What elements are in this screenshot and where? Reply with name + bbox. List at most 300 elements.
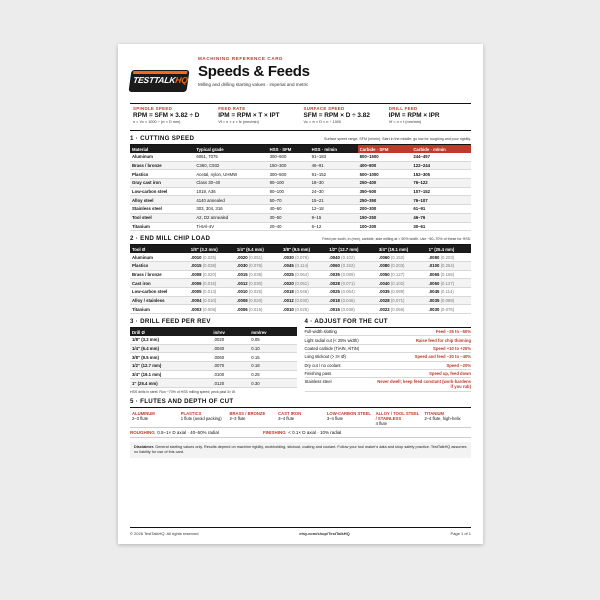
adjust-condition: Stainless steel — [304, 379, 332, 385]
table-cell — [281, 296, 327, 305]
table-cell: 30–50 — [268, 213, 310, 222]
table-cell — [235, 261, 281, 270]
column-header — [281, 245, 327, 253]
adjust-row — [305, 328, 472, 336]
roughing-value: 0.5–1× D axial · 40–50% radial — [157, 429, 219, 435]
table-row — [130, 370, 297, 379]
chip-load-inch: .0020 — [283, 280, 294, 286]
chip-load-inch: .0006 — [236, 306, 248, 312]
formula-label: SURFACE SPEED — [303, 106, 345, 111]
chip-load-inch: .0022 — [378, 306, 390, 312]
table-cell: 15–21 — [310, 196, 358, 205]
logo-stripe — [133, 71, 187, 74]
table-cell: Plastics — [130, 170, 194, 179]
table-cell: 250–350 — [358, 196, 412, 205]
header-inch: 3/4" — [378, 246, 387, 252]
chip-load-inch: .0030 — [428, 306, 440, 312]
chip-load-inch: .0028 — [329, 280, 340, 286]
material-cell: Plastics — [130, 261, 189, 270]
chip-load-mm: (0.102) — [390, 280, 405, 286]
table-row — [130, 287, 471, 296]
table-cell — [327, 270, 377, 279]
table-cell: 122–244 — [411, 161, 471, 170]
card-content — [130, 52, 471, 458]
table-header-row — [130, 328, 297, 336]
adjust-action: Raise feed for chip thinning — [415, 337, 471, 343]
table-cell: .0100 — [211, 370, 249, 379]
chip-load-inch: .0100 — [428, 263, 440, 269]
formula-box — [215, 104, 300, 130]
flute-item — [422, 410, 471, 427]
table-cell — [235, 296, 281, 305]
material-cell: Cast iron — [130, 279, 189, 288]
disclaimer-label: Disclaimer. — [134, 444, 155, 449]
table-cell: 80–100 — [268, 179, 310, 188]
table-row — [130, 253, 471, 261]
adjust-list — [305, 328, 472, 392]
column-header: Carbide · m/min — [411, 145, 471, 153]
logo-part-c: HQ — [174, 75, 189, 85]
flute-count: 4 flute — [375, 420, 388, 426]
table-cell: .0120 — [211, 379, 249, 388]
chip-load-inch: .0028 — [378, 297, 390, 303]
formula-metric: Vf = n × f (mm/min) — [388, 120, 422, 124]
table-row — [130, 179, 471, 188]
table-cell: 9–15 — [310, 213, 358, 222]
adjust-condition: Finishing pass — [304, 371, 332, 377]
section-title: 5 · FLUTES AND DEPTH OF CUT — [130, 397, 234, 405]
chip-load-mm: (0.015) — [248, 306, 263, 312]
card-footer — [130, 527, 471, 536]
table-cell: 0.18 — [249, 362, 296, 371]
chip-load-inch: .0060 — [329, 263, 340, 269]
formula-strip — [130, 103, 471, 131]
table-cell: 200–300 — [358, 205, 412, 214]
chip-load-mm: (0.013) — [202, 289, 217, 295]
table-body — [130, 153, 471, 231]
chip-load-inch: .0040 — [329, 254, 340, 260]
chip-load-mm: (0.089) — [341, 271, 355, 277]
table-cell — [427, 287, 471, 296]
formula-metric: Vf = n × z × fz (mm/min) — [218, 120, 259, 124]
table-cell: 20–40 — [268, 222, 310, 231]
chip-load-inch: .0080 — [378, 263, 390, 269]
formula-label: DRILL FEED — [388, 106, 418, 111]
table-cell: Ti-6Al-4V — [194, 222, 267, 231]
table-cell: 1/4" (6.4 mm) — [130, 344, 211, 353]
chip-load-mm: (0.020) — [248, 297, 263, 303]
chip-load-inch: .0005 — [190, 289, 202, 295]
formula-main: IPM = RPM × T × IPT — [218, 112, 280, 119]
flute-material: TITANIUM — [424, 410, 445, 416]
chip-load-inch: .0025 — [283, 271, 294, 277]
chip-load-mm: (0.127) — [390, 271, 405, 277]
table-cell — [327, 305, 377, 314]
chip-load-inch: .0012 — [236, 280, 248, 286]
column-header: Carbide · SFM — [358, 145, 412, 153]
chip-load-inch: .0018 — [283, 289, 294, 295]
section-chip-load — [130, 235, 471, 245]
table-cell — [377, 287, 427, 296]
formula-box — [386, 104, 471, 130]
table-cell — [281, 305, 327, 314]
table-cell — [327, 261, 377, 270]
table-cell: 61–91 — [411, 205, 471, 214]
table-cell: 0.30 — [249, 379, 296, 388]
flute-item — [227, 410, 276, 427]
adjust-action: Speed −20% — [446, 362, 471, 368]
table-cell: 24–30 — [310, 187, 358, 196]
formula-metric: n = Vc × 1000 ÷ (π × D mm) — [133, 120, 181, 124]
table-header-row — [130, 245, 471, 253]
table-row — [130, 379, 297, 388]
table-cell: 40–60 — [268, 205, 310, 214]
table-row — [130, 205, 471, 214]
header-mm: (9.5 mm) — [292, 246, 310, 252]
header-inch: 1/4" — [236, 246, 245, 252]
table-row — [130, 305, 471, 314]
chip-load-inch: .0035 — [378, 289, 390, 295]
chip-load-inch: .0018 — [329, 297, 340, 303]
table-row — [130, 344, 297, 353]
table-cell: 100–200 — [358, 222, 412, 231]
flute-item — [374, 410, 423, 427]
table-cell — [189, 279, 235, 288]
table-cell: 91–152 — [310, 170, 358, 179]
column-header — [377, 245, 427, 253]
section-adjust — [305, 318, 472, 328]
header-inch: 1/2" — [329, 246, 338, 252]
adjust-condition: Light radial cut (< 25% width) — [304, 337, 359, 343]
table-cell: 3/4" (19.1 mm) — [130, 370, 211, 379]
table-cell: Aluminum — [130, 153, 194, 161]
table-cell: 244–457 — [411, 153, 471, 161]
material-cell: Low-carbon steel — [130, 287, 189, 296]
table-cell: 1018, A36 — [194, 187, 267, 196]
card-subtitle: Milling and drilling starting values · imperial and metric — [198, 82, 309, 87]
drill-feed-column — [130, 314, 297, 394]
formula-label: FEED RATE — [218, 106, 246, 111]
chip-load-mm: (0.025) — [248, 289, 263, 295]
flute-material: ALUMINUM — [132, 410, 155, 416]
column-header: mm/rev — [249, 328, 296, 336]
column-header — [130, 245, 189, 253]
table-cell: 150–250 — [358, 213, 412, 222]
formula-main: SFM = RPM × D ÷ 3.82 — [303, 112, 370, 119]
card-title: Speeds & Feeds — [198, 63, 310, 80]
table-cell — [235, 270, 281, 279]
flute-count: 2–3 flute — [229, 415, 246, 421]
chip-load-mm: (0.152) — [390, 254, 405, 260]
chip-load-inch: .0065 — [428, 271, 440, 277]
flute-count: 1 flute (avoid packing) — [180, 415, 222, 421]
table-row — [130, 270, 471, 279]
card-header — [130, 52, 471, 94]
chip-load-mm: (0.038) — [341, 306, 355, 312]
adjust-condition: Long stickout (> 3× Ø) — [304, 354, 346, 360]
chip-load-mm: (0.089) — [390, 289, 405, 295]
chip-load-inch: .0003 — [190, 306, 202, 312]
section-note: Feed per tooth, in (mm), carbide, side milling at ≈ 50% width. Use ~50–70% of these for HSS. — [322, 237, 471, 242]
adjust-action: Speed up, feed down — [429, 371, 471, 377]
section-drill-feed — [130, 318, 297, 328]
table-row — [130, 296, 471, 305]
chip-load-mm: (0.064) — [295, 271, 309, 277]
chip-load-inch: .0035 — [428, 297, 440, 303]
finishing-value: < 0.1× D axial · 10% radial — [288, 429, 342, 435]
table-cell: .0060 — [211, 353, 249, 362]
card-kicker: MACHINING REFERENCE CARD — [198, 56, 284, 61]
header-inch: 1/8" — [190, 246, 199, 252]
chip-load-mm: (0.076) — [248, 263, 263, 269]
table-cell: 400–800 — [358, 161, 412, 170]
chip-load-mm: (0.114) — [440, 289, 454, 295]
table-row — [130, 213, 471, 222]
flute-material: CAST IRON — [278, 410, 302, 416]
table-cell: 300–600 — [268, 153, 310, 161]
table-row — [130, 153, 471, 161]
chip-load-inch: .0015 — [236, 271, 248, 277]
flute-item — [325, 410, 374, 427]
table-cell: 76–122 — [411, 179, 471, 188]
table-cell — [189, 287, 235, 296]
column-header: HSS · m/min — [310, 145, 358, 153]
material-cell: Aluminum — [130, 253, 189, 261]
chip-load-mm: (0.203) — [390, 263, 405, 269]
table-cell: Stainless steel — [130, 205, 194, 214]
chip-load-inch: .0015 — [190, 263, 202, 269]
chip-load-mm: (0.064) — [341, 289, 355, 295]
chip-load-inch: .0060 — [378, 254, 390, 260]
table-cell: 150–300 — [268, 161, 310, 170]
chip-load-inch: .0050 — [428, 280, 440, 286]
flute-item — [179, 410, 228, 427]
chip-load-inch: .0040 — [378, 280, 390, 286]
chip-load-mm: (0.051) — [295, 280, 309, 286]
adjust-column — [305, 314, 472, 394]
table-cell: C360, C932 — [194, 161, 267, 170]
formula-box — [301, 104, 386, 130]
section-title: 1 · CUTTING SPEED — [130, 135, 195, 142]
table-cell — [235, 305, 281, 314]
table-row — [130, 222, 471, 231]
chip-load-inch: .0008 — [236, 297, 248, 303]
reference-card — [118, 44, 483, 544]
flute-material: ALLOY / TOOL STEEL / STAINLESS — [375, 410, 420, 421]
chip-load-mm: (0.203) — [440, 254, 455, 260]
table-cell — [235, 253, 281, 261]
table-cell: A2, D2 annealed — [194, 213, 267, 222]
cutting-speed-table — [130, 145, 471, 231]
table-cell: 6061, 7075 — [194, 153, 267, 161]
table-row — [130, 161, 471, 170]
drill-feed-table — [130, 328, 297, 388]
chip-load-inch: .0015 — [329, 306, 340, 312]
table-cell — [377, 279, 427, 288]
adjust-row — [305, 336, 472, 344]
chip-load-mm: (0.030) — [248, 280, 263, 286]
chip-load-inch: .0050 — [378, 271, 390, 277]
flute-grid — [130, 410, 471, 428]
chip-load-mm: (0.076) — [440, 306, 455, 312]
chip-load-mm: (0.025) — [295, 306, 309, 312]
table-cell — [189, 270, 235, 279]
material-cell: Titanium — [130, 305, 189, 314]
column-header: Material — [130, 145, 194, 153]
table-cell — [189, 296, 235, 305]
table-cell — [377, 296, 427, 305]
table-cell: .0020 — [211, 336, 249, 344]
column-header: in/rev — [211, 328, 249, 336]
adjust-action: Speed +10 to +20% — [433, 345, 471, 351]
formula-box — [130, 104, 215, 130]
table-cell: 0.25 — [249, 370, 296, 379]
header-mm: (19.1 mm) — [388, 246, 409, 252]
logo-part-b: TALK — [153, 75, 177, 85]
table-cell — [235, 287, 281, 296]
chip-load-mm: (0.165) — [440, 271, 455, 277]
table-cell: 1/8" (3.2 mm) — [130, 336, 211, 344]
table-cell — [427, 261, 471, 270]
chip-load-mm: (0.102) — [341, 254, 355, 260]
table-cell: 3/8" (9.5 mm) — [130, 353, 211, 362]
chip-load-inch: .0010 — [236, 289, 248, 295]
disclaimer-text: General starting values only. Results depend on machine rigidity, workholding, stickout, coating and coolant. Follow your tool maker's data and shop safety practice. TestTalkHQ assumes no liability for use of this card. — [134, 444, 467, 455]
formula-main: IPM = RPM × IPR — [388, 112, 440, 119]
chip-load-inch: .0006 — [190, 280, 202, 286]
adjust-action: Feed −25 to −50% — [435, 329, 471, 335]
chip-load-mm: (0.254) — [440, 263, 455, 269]
chip-load-mm: (0.152) — [341, 263, 355, 269]
adjust-row — [305, 370, 472, 378]
column-header — [189, 245, 235, 253]
table-cell — [235, 279, 281, 288]
table-cell: 300–500 — [268, 170, 310, 179]
flute-count: 3–4 flute — [326, 415, 343, 421]
table-cell — [327, 279, 377, 288]
header-inch: Tool Ø — [132, 246, 146, 252]
table-cell: Acetal, nylon, UHMW — [194, 170, 267, 179]
shop-link[interactable]: etsy.com/shop/TestTalkHQ — [299, 531, 350, 536]
column-header: Typical grade — [194, 145, 267, 153]
table-cell: 107–152 — [411, 187, 471, 196]
chip-load-inch: .0010 — [283, 306, 294, 312]
table-cell — [427, 270, 471, 279]
table-cell — [377, 253, 427, 261]
table-cell — [377, 261, 427, 270]
chip-load-mm: (0.127) — [440, 280, 455, 286]
adjust-action: Speed and feed −20 to −40% — [414, 354, 471, 360]
chip-load-mm: (0.046) — [341, 297, 355, 303]
section-flutes — [130, 398, 471, 408]
table-cell: 46–91 — [310, 161, 358, 170]
section-note: Surface speed range, SFM (m/min). Start in the middle; go low for roughing and poor rigidity. — [324, 137, 471, 141]
chip-load-inch: .0008 — [190, 271, 202, 277]
drill-feed-note: HSS drills in steel. Run ~70% of HSS milling speed; peck past 3× Ø. — [130, 389, 236, 394]
table-cell: Gray cast iron — [130, 179, 194, 188]
chip-load-inch: .0035 — [329, 271, 340, 277]
chip-load-mm: (0.071) — [341, 280, 355, 286]
table-cell: 0.15 — [249, 353, 296, 362]
table-cell: Tool steel — [130, 213, 194, 222]
chip-load-mm: (0.056) — [390, 306, 405, 312]
table-cell — [189, 253, 235, 261]
table-cell — [327, 296, 377, 305]
page-number: Page 1 of 1 — [450, 531, 471, 536]
column-header — [327, 245, 377, 253]
chip-load-mm: (0.051) — [248, 254, 263, 260]
table-cell — [327, 287, 377, 296]
chip-load-mm: (0.114) — [295, 263, 309, 269]
adjust-condition: Full-width slotting — [304, 329, 337, 335]
header-inch: 3/8" — [283, 246, 292, 252]
table-cell: 303, 304, 316 — [194, 205, 267, 214]
table-row — [130, 336, 297, 344]
chip-load-mm: (0.038) — [202, 263, 217, 269]
section-title: 3 · DRILL FEED PER REV — [130, 318, 211, 325]
table-cell: 1" (25.4 mm) — [130, 379, 211, 388]
chip-load-inch: .0004 — [190, 297, 202, 303]
header-mm: (6.4 mm) — [246, 246, 264, 252]
table-cell — [281, 270, 327, 279]
table-row — [130, 170, 471, 179]
chip-load-inch: .0080 — [428, 254, 440, 260]
table-cell: .0040 — [211, 344, 249, 353]
table-row — [130, 261, 471, 270]
brand-logo — [128, 70, 189, 92]
chip-load-mm: (0.008) — [202, 306, 217, 312]
table-cell — [427, 296, 471, 305]
chip-load-mm: (0.010) — [202, 297, 217, 303]
chip-load-mm: (0.030) — [295, 297, 309, 303]
table-cell: 152–305 — [411, 170, 471, 179]
flute-count: 3–4 flute — [278, 415, 295, 421]
adjust-action: Never dwell; keep feed constant (work-hardens if you rub) — [377, 379, 471, 390]
table-cell: 46–76 — [411, 213, 471, 222]
chip-load-mm: (0.071) — [390, 297, 405, 303]
adjust-condition: Dry cut / no coolant — [304, 362, 341, 368]
flute-count: 2–3 flute — [132, 415, 149, 421]
table-cell: 0.10 — [249, 344, 296, 353]
table-cell — [427, 305, 471, 314]
table-cell: 76–107 — [411, 196, 471, 205]
material-cell: Alloy / stainless — [130, 296, 189, 305]
two-column-section — [130, 314, 471, 394]
header-mm: (12.7 mm) — [338, 246, 359, 252]
section-cutting-speed — [130, 135, 471, 145]
chip-load-table — [130, 245, 471, 314]
table-cell — [427, 253, 471, 261]
table-cell — [281, 261, 327, 270]
chip-load-inch: .0012 — [283, 297, 294, 303]
table-cell: 1/2" (12.7 mm) — [130, 362, 211, 371]
logo-text — [132, 75, 188, 85]
table-cell — [327, 253, 377, 261]
section-title: 4 · ADJUST FOR THE CUT — [304, 318, 388, 325]
column-header: Drill Ø — [130, 328, 211, 336]
disclaimer — [130, 442, 471, 459]
table-cell: 30–61 — [411, 222, 471, 231]
chip-load-mm: (0.038) — [248, 271, 263, 277]
roughing-entry — [130, 430, 219, 435]
formula-metric: Vc = π × D × n ÷ 1000 — [303, 120, 342, 124]
table-cell — [427, 279, 471, 288]
table-cell: 0.05 — [249, 336, 296, 344]
table-cell — [189, 261, 235, 270]
chip-load-mm: (0.025) — [202, 254, 217, 260]
adjust-row — [305, 345, 472, 353]
table-cell: 91–183 — [310, 153, 358, 161]
